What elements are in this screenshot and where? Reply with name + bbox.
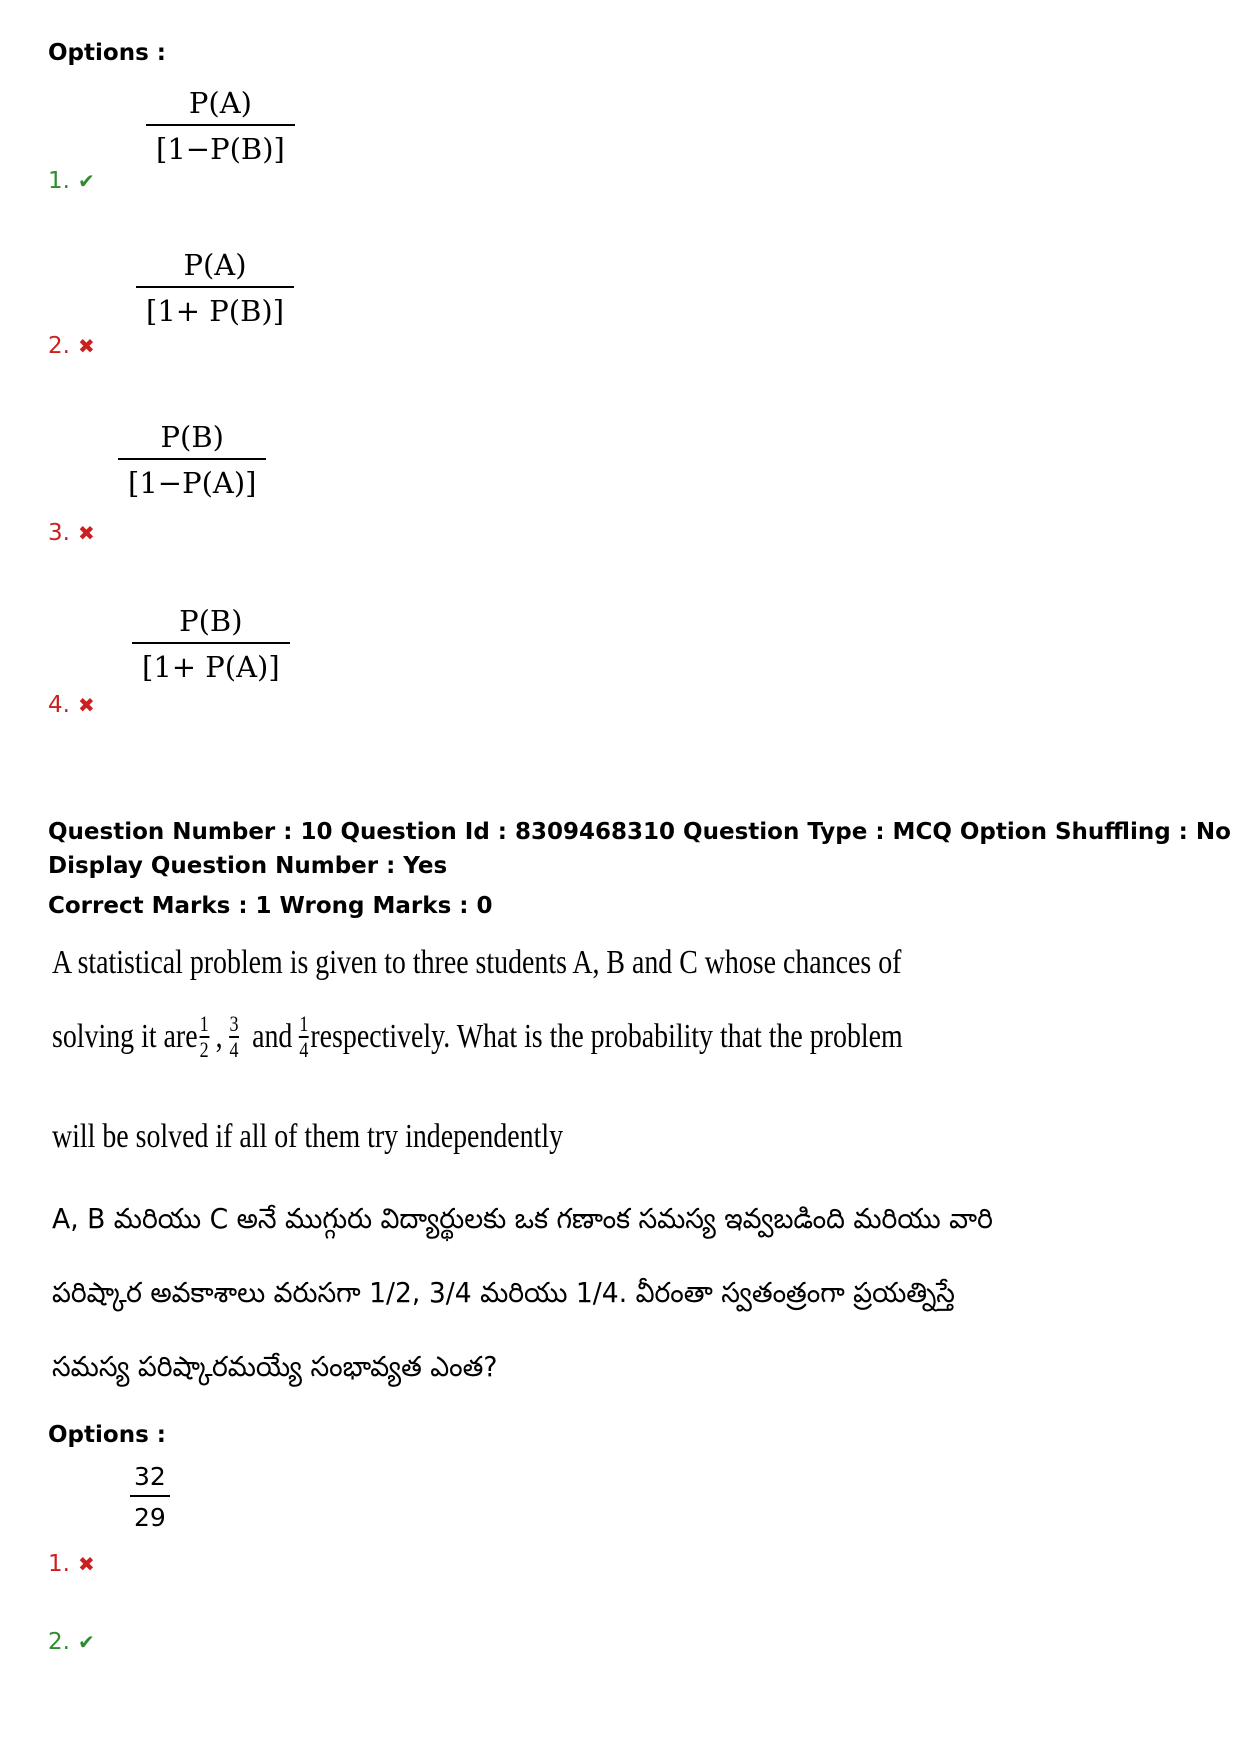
fraction-numerator: 1 <box>299 1011 309 1036</box>
option-formula <box>136 248 294 328</box>
options-heading: Options : <box>48 1422 166 1448</box>
fraction-three-quarters <box>229 1012 239 1062</box>
option-number: 1. <box>48 1551 70 1577</box>
option-number: 1. <box>48 168 70 194</box>
option-fraction <box>130 1462 170 1532</box>
option-1 <box>48 1551 95 1577</box>
option-number: 2. <box>48 1629 70 1655</box>
fraction-one-half <box>199 1012 209 1062</box>
correct-check-icon: ✔ <box>77 169 95 193</box>
correct-check-icon: ✔ <box>77 1630 95 1654</box>
formula-denominator: [1+ P(A)] <box>142 650 280 684</box>
marks-info: Correct Marks : 1 Wrong Marks : 0 <box>48 893 493 919</box>
question-telugu-line: సమస్య పరిష్కారమయ్యే సంభావ్యత ఎంత? <box>52 1350 498 1383</box>
question-meta: Question Number : 10 Question Id : 8309468310 Question Type : MCQ Option Shuffling : No <box>48 819 1231 845</box>
question-text-part: and <box>252 1017 293 1055</box>
option-number: 4. <box>48 692 70 718</box>
formula-denominator: [1−P(A)] <box>128 466 257 500</box>
fraction-numerator: 1 <box>199 1011 209 1036</box>
wrong-cross-icon: ✖ <box>77 1552 95 1576</box>
option-formula <box>146 86 295 166</box>
fraction-denominator: 2 <box>199 1036 209 1062</box>
question-telugu-line: A, B మరియు C అనే ముగ్గురు విద్యార్థులకు ఒక గణాంక సమస్య ఇవ్వబడింది మరియు వారి <box>52 1202 993 1235</box>
question-telugu-line: పరిష్కార అవకాశాలు వరుసగా 1/2, 3/4 మరియు 1/4. వీరంతా స్వతంత్రంగా ప్రయత్నిస్తే <box>52 1276 955 1309</box>
option-number: 2. <box>48 333 70 359</box>
formula-numerator: P(A) <box>183 248 247 282</box>
option-formula <box>132 604 290 684</box>
option-2 <box>48 333 95 359</box>
separator: , <box>215 1017 223 1055</box>
question-text-line: will be solved if all of them try independently <box>52 1118 564 1155</box>
fraction-denominator: 4 <box>299 1036 309 1062</box>
fraction-numerator: 3 <box>229 1011 239 1036</box>
question-text-line: A statistical problem is given to three students A, B and C whose chances of <box>52 944 902 981</box>
option-number: 3. <box>48 520 70 546</box>
formula-denominator: [1−P(B)] <box>156 132 285 166</box>
question-text-line <box>52 1012 903 1062</box>
wrong-cross-icon: ✖ <box>77 521 95 545</box>
question-text-part: respectively. What is the probability that the problem <box>310 1017 903 1055</box>
option-4 <box>48 692 95 718</box>
fraction-one-quarter <box>299 1012 309 1062</box>
formula-numerator: P(B) <box>179 604 243 638</box>
question-text-part: solving it are <box>52 1017 198 1055</box>
wrong-cross-icon: ✖ <box>77 334 95 358</box>
display-question-number: Display Question Number : Yes <box>48 853 448 879</box>
option-1 <box>48 168 95 194</box>
formula-numerator: P(B) <box>160 420 224 454</box>
fraction-numerator: 32 <box>134 1462 166 1491</box>
fraction-denominator: 29 <box>134 1503 166 1532</box>
option-formula <box>118 420 266 500</box>
option-3 <box>48 520 95 546</box>
option-2 <box>48 1629 95 1655</box>
fraction-denominator: 4 <box>229 1036 239 1062</box>
formula-denominator: [1+ P(B)] <box>146 294 285 328</box>
options-heading: Options : <box>48 40 166 66</box>
wrong-cross-icon: ✖ <box>77 693 95 717</box>
formula-numerator: P(A) <box>188 86 252 120</box>
